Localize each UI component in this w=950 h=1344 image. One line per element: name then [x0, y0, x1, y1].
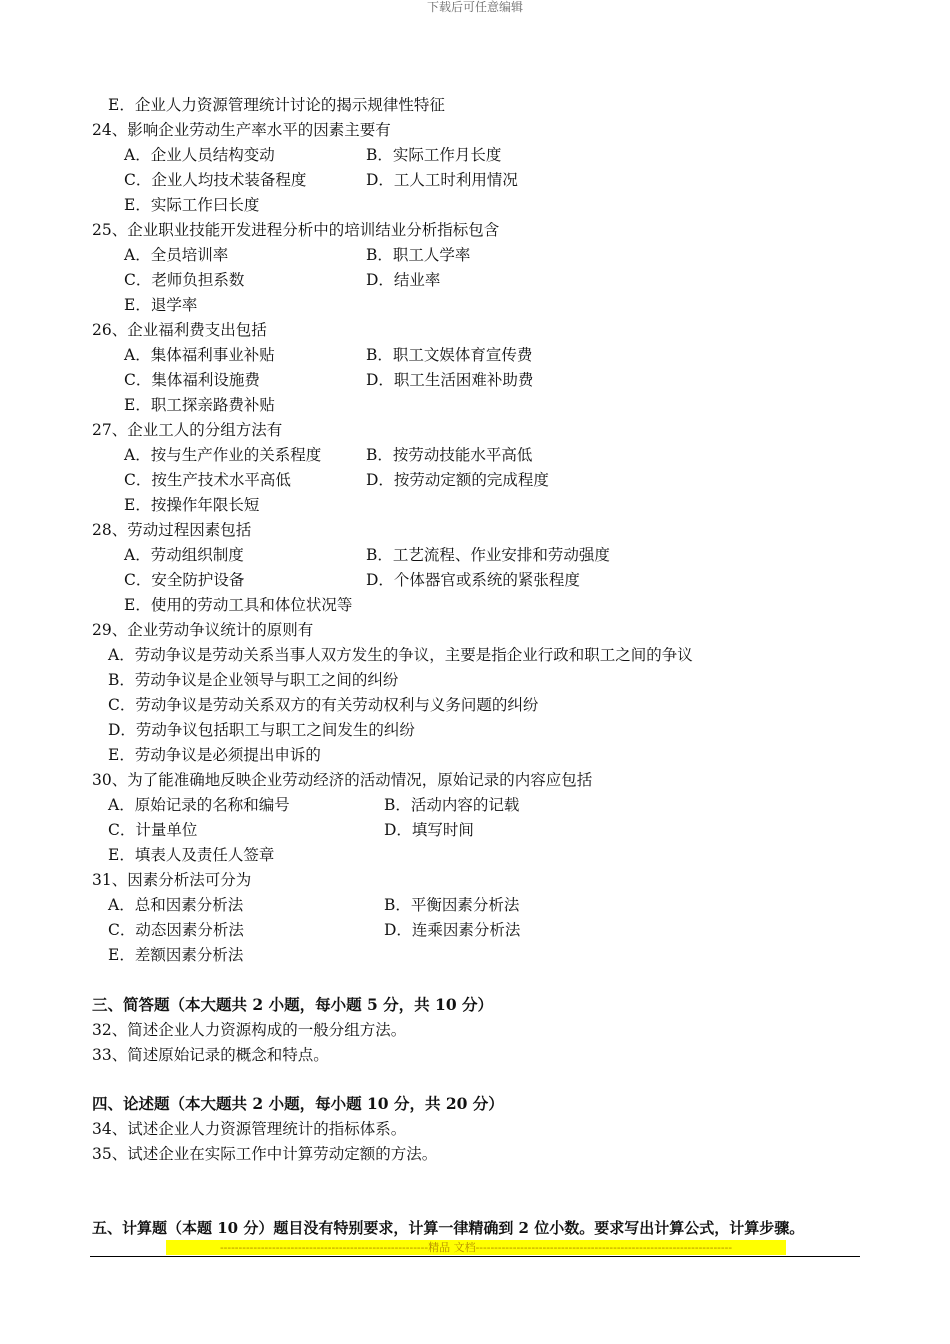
option-text: D．连乘因素分析法: [384, 921, 521, 939]
option-text: D．劳动争议包括职工与职工之间发生的纠纷: [108, 721, 415, 739]
option-text: C．企业人均技术装备程度: [124, 171, 307, 189]
option-text: B．按劳动技能水平高低: [366, 446, 533, 464]
option-text: A．总和因素分析法: [108, 896, 244, 914]
question-24: 24、影响企业劳动生产率水平的因素主要有: [92, 121, 391, 139]
option-text: E．使用的劳动工具和体位状况等: [124, 596, 353, 614]
option-text: C．计量单位: [108, 821, 198, 839]
option-text: A．劳动争议是劳动关系当事人双方发生的争议，主要是指企业行政和职工之间的争议: [108, 646, 693, 664]
option-text: B．平衡因素分析法: [384, 896, 520, 914]
question-30: 30、为了能准确地反映企业劳动经济的活动情况，原始记录的内容应包括: [92, 771, 593, 789]
section-heading-calculation: 五、计算题（本题 10 分）题目没有特别要求，计算一律精确到 2 位小数。要求写出计算公式，计算步骤。: [92, 1219, 805, 1237]
option-text: A．劳动组织制度: [124, 546, 244, 564]
option-text: C．按生产技术水平高低: [124, 471, 291, 489]
question-34: 34、试述企业人力资源管理统计的指标体系。: [92, 1120, 407, 1138]
option-text: E．实际工作曰长度: [124, 196, 260, 214]
question-27: 27、企业工人的分组方法有: [92, 421, 283, 439]
question-31: 31、因素分析法可分为: [92, 871, 252, 889]
option-text: A．企业人员结构变动: [124, 146, 275, 164]
option-text: E．职工探亲路费补贴: [124, 396, 275, 414]
option-text: A．原始记录的名称和编号: [108, 796, 290, 814]
option-text: C．安全防护设备: [124, 571, 245, 589]
section-heading-short-answer: 三、简答题（本大题共 2 小题，每小题 5 分，共 10 分）: [92, 995, 494, 1014]
section-heading-essay: 四、论述题（本大题共 2 小题，每小题 10 分，共 20 分）: [92, 1094, 504, 1113]
option-text: A．集体福利事业补贴: [124, 346, 275, 364]
option-text: E．填表人及责任人签章: [108, 846, 275, 864]
option-text: D．按劳动定额的完成程度: [366, 471, 549, 489]
option-text: E．劳动争议是必须提出申诉的: [108, 746, 321, 764]
page-header-note: 下载后可任意编辑: [426, 0, 523, 14]
option-text: E．差额因素分析法: [108, 946, 244, 964]
footer-divider: [90, 1256, 860, 1257]
footer-watermark: --------------------------------------------------------精品 文档---------------------------------------------------------------------: [166, 1240, 786, 1255]
option-text: A．全员培训率: [124, 246, 229, 264]
option-text: C．动态因素分析法: [108, 921, 244, 939]
option-text: D．个体器官或系统的紧张程度: [366, 571, 580, 589]
option-text: B．实际工作月长度: [366, 146, 502, 164]
question-35: 35、试述企业在实际工作中计算劳动定额的方法。: [92, 1145, 438, 1163]
question-26: 26、企业福利费支出包括: [92, 321, 267, 339]
option-text: B．职工文娱体育宣传费: [366, 346, 533, 364]
option-text: B．活动内容的记载: [384, 796, 520, 814]
question-28: 28、劳动过程因素包括: [92, 521, 252, 539]
option-text: E．按操作年限长短: [124, 496, 260, 514]
option-text: B．工艺流程、作业安排和劳动强度: [366, 546, 610, 564]
option-text: C．老师负担系数: [124, 271, 245, 289]
option-text: C．劳动争议是劳动关系双方的有关劳动权利与义务问题的纠纷: [108, 696, 539, 714]
question-33: 33、简述原始记录的概念和特点。: [92, 1046, 329, 1064]
option-text: A．按与生产作业的关系程度: [124, 446, 322, 464]
option-text: D．职工生活困难补助费: [366, 371, 534, 389]
option-text: E．退学率: [124, 296, 198, 314]
option-text: E．企业人力资源管理统计讨论的揭示规律性特征: [108, 96, 445, 114]
question-32: 32、简述企业人力资源构成的一般分组方法。: [92, 1021, 407, 1039]
option-text: B．职工人学率: [366, 246, 471, 264]
question-25: 25、企业职业技能开发进程分析中的培训结业分析指标包含: [92, 221, 500, 239]
option-text: D．工人工时利用情况: [366, 171, 518, 189]
option-text: C．集体福利设施费: [124, 371, 260, 389]
question-29: 29、企业劳动争议统计的原则有: [92, 621, 314, 639]
option-text: D．结业率: [366, 271, 441, 289]
option-text: B．劳动争议是企业领导与职工之间的纠纷: [108, 671, 399, 689]
option-text: D．填写时间: [384, 821, 474, 839]
